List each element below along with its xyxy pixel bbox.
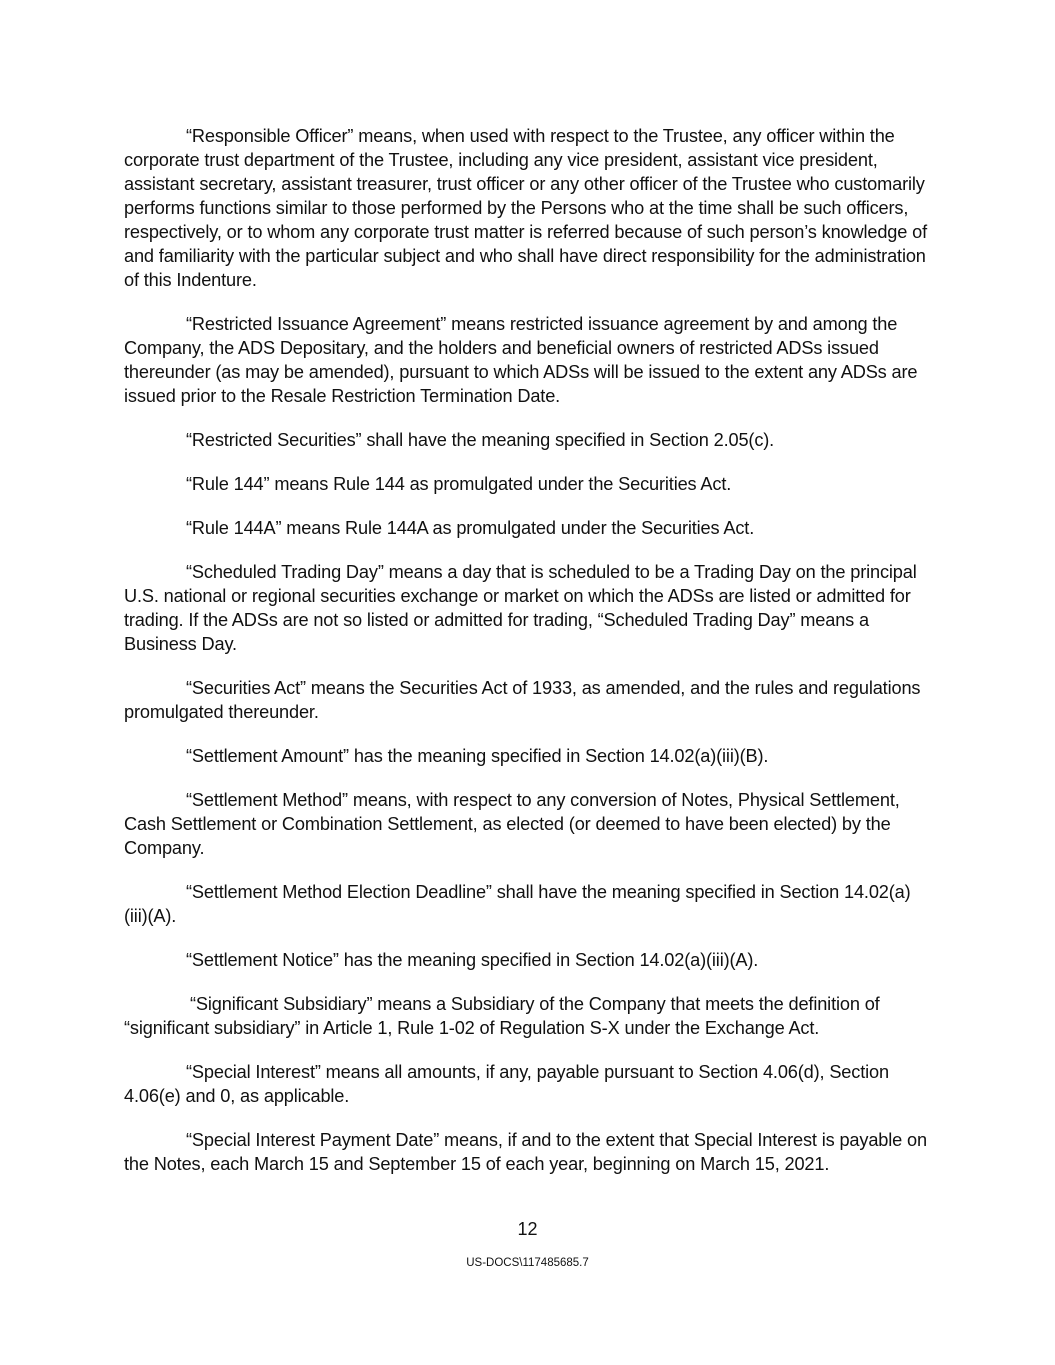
definition-text: has the meaning specified in Section 14.02(a)(iii)(A). (338, 950, 759, 970)
definition-paragraph (124, 992, 932, 1040)
defined-term: “Settlement Notice” (186, 950, 339, 970)
definition-text: means a Subsidiary of the Company that meets the definition of “significant subsidiary” in Article 1, Rule 1-02 of Regulation S-X under the Exchange Act. (124, 994, 880, 1038)
document-id: US-DOCS\117485685.7 (466, 1257, 589, 1269)
definition-text: means, with respect to any conversion of Notes, Physical Settlement, Cash Settlement or Combination Settlement, as elected (or deemed to have been elected) by the Company. (124, 790, 900, 858)
document-body (124, 124, 932, 1196)
definition-paragraph (124, 560, 932, 656)
definition-paragraph (124, 948, 932, 972)
defined-term: “Settlement Method Election Deadline” (186, 882, 492, 902)
definition-text: shall have the meaning specified in Section 14.02(a)(iii)(A). (124, 882, 911, 926)
definition-text: means, when used with respect to the Trustee, any officer within the corporate trust department of the Trustee, including any vice president, assistant vice president, assistant secretary, assistant treasurer, trust officer or any other officer of the Trustee who customarily performs functions similar to those performed by the Persons who at the time shall be such officers, respectively, or to whom any corporate trust matter is referred because of such person’s knowledge of and familiarity with the particular subject and who shall have direct responsibility for the administration of this Indenture. (124, 126, 928, 290)
definition-paragraph (124, 1128, 932, 1176)
defined-term: “Special Interest Payment Date” (186, 1130, 440, 1150)
defined-term: “Rule 144” (186, 474, 270, 494)
definition-text: means a day that is scheduled to be a Trading Day on the principal U.S. national or regional securities exchange or market on which the ADSs are listed or admitted for trading. If the ADSs are not so listed or admitted for trading, “Scheduled Trading Day” means a Business Day. (124, 562, 917, 654)
defined-term: “Settlement Method” (186, 790, 348, 810)
definition-paragraph (124, 1060, 932, 1108)
definition-text: means all amounts, if any, payable pursuant to Section 4.06(d), Section 4.06(e) and 0, as applicable. (124, 1062, 889, 1106)
definition-text: means restricted issuance agreement by and among the Company, the ADS Depositary, and the holders and beneficial owners of restricted ADSs issued thereunder (as may be amended), pursuant to which ADSs will be issued to the extent any ADSs are issued prior to the Resale Restriction Termination Date. (124, 314, 918, 406)
definition-paragraph (124, 880, 932, 928)
definition-text: has the meaning specified in Section 14.02(a)(iii)(B). (348, 746, 769, 766)
definition-paragraph (124, 472, 932, 496)
page-number: 12 (517, 1219, 538, 1239)
defined-term: “Significant Subsidiary” (190, 994, 373, 1014)
defined-term: “Securities Act” (186, 678, 306, 698)
definition-paragraph (124, 788, 932, 860)
definition-text: means Rule 144 as promulgated under the Securities Act. (269, 474, 732, 494)
defined-term: “Rule 144A” (186, 518, 282, 538)
definition-text: means Rule 144A as promulgated under the Securities Act. (281, 518, 755, 538)
definition-text: shall have the meaning specified in Section 2.05(c). (361, 430, 775, 450)
defined-term: “Scheduled Trading Day” (186, 562, 384, 582)
definition-paragraph (124, 312, 932, 408)
definition-paragraph (124, 516, 932, 540)
definition-paragraph (124, 428, 932, 452)
definition-text: means the Securities Act of 1933, as amended, and the rules and regulations promulgated thereunder. (124, 678, 921, 722)
definition-paragraph (124, 676, 932, 724)
defined-term: “Responsible Officer” (186, 126, 354, 146)
defined-term: “Restricted Issuance Agreement” (186, 314, 447, 334)
defined-term: “Settlement Amount” (186, 746, 349, 766)
definition-paragraph (124, 124, 932, 292)
definition-text: means, if and to the extent that Special Interest is payable on the Notes, each March 15 and September 15 of each year, beginning on March 15, 2021. (124, 1130, 927, 1174)
defined-term: “Restricted Securities” (186, 430, 362, 450)
defined-term: “Special Interest” (186, 1062, 321, 1082)
definition-paragraph (124, 744, 932, 768)
